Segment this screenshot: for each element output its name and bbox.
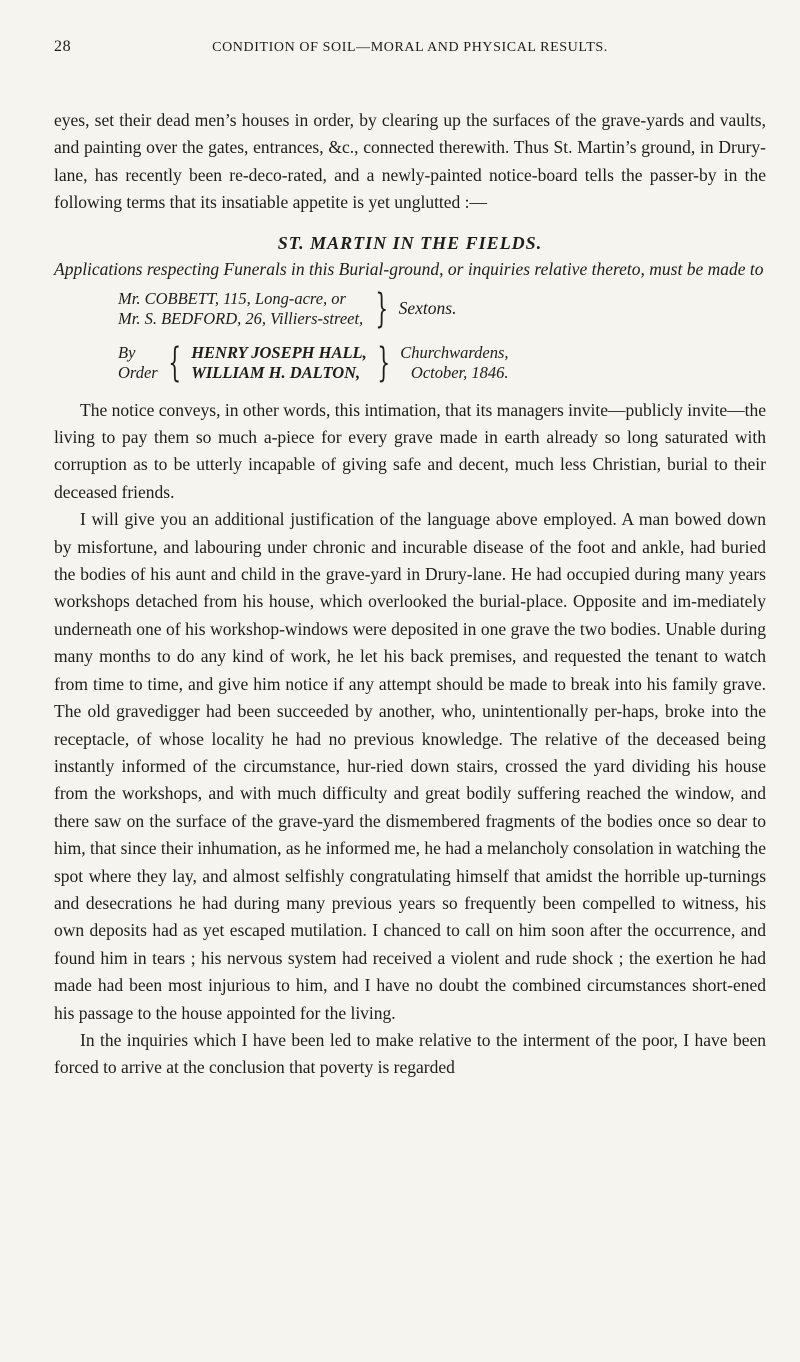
sextons-label: Sextons. <box>398 298 457 319</box>
sexton-line-1: Mr. COBBETT, 115, Long-acre, or <box>118 288 346 308</box>
churchwardens-label: Churchwardens, <box>400 342 509 362</box>
notice-subtitle: Applications respecting Funerals in this Burial-ground, or inquiries relative thereto, must be made to <box>54 258 764 279</box>
notice-date: October, 1846. <box>410 362 509 382</box>
order-label: Order <box>118 362 158 382</box>
paragraph-intro: eyes, set their dead men’s houses in order, by clearing up the surfaces of the grave-yards and vaults, and painting over the gates, entrances, &c., connected therewith. Thus St. Martin’s ground, in Drury-lane, has recently been re-deco-rated, and a newly-painted notice-board tells the passer-by in the following terms that its insatiable appetite is yet unglutted :— <box>54 110 766 213</box>
paragraph-poverty: In the inquiries which I have been led to make relative to the interment of the poor, I have been forced to arrive at the conclusion that poverty is regarded <box>54 1029 766 1078</box>
left-brace-glyph: { <box>168 339 181 386</box>
page-body <box>54 107 766 1082</box>
churchwarden-2: WILLIAM H. DALTON, <box>191 362 361 382</box>
order-block <box>118 339 766 386</box>
right-brace-glyph: } <box>375 285 389 332</box>
paragraph-grave-account: I will give you an additional justification of the language above employed. A man bowed down by misfortune, and labouring under chronic and incurable disease of the foot and ankle, had buried the bodies of his aunt and child in the grave-yard in Drury-lane. He had occupied during many years workshops detached from his house, which overlooked the burial-place. Opposite and im-mediately underneath one of his workshop-windows were deposited in one grave the two bodies. Unable during many months to do any kind of work, he let his back premises, and requested the tenant to watch from time to time, and give him notice if any attempt should be made to break into his family grave. The old gravedigger had been succeeded by another, who, unintentionally per-haps, broke into the receptacle, of whose locality he had no previous knowledge. The relative of the deceased being instantly informed of the circumstance, hur-ried down stairs, crossed the yard dividing his house from the workshops, and with much difficulty and great bodily suffering reached the window, and there saw on the surface of the grave-yard the dismembered fragments of the bodies once so dear to him, that since their inhumation, as he informed me, he had a melancholy consolation in watching the spot where they lay, and almost selfishly congratulating himself that amidst the horrible up-turnings and desecrations he had during many previous years so frequently been compelled to witness, his own deposits had as yet escaped mutilation. I chanced to call on him soon after the occurrence, and found him in tears ; his nervous system had received a violent and rude shock ; the exertion he had made had been most injurious to him, and I have no doubt the combined circumstances short-ened his passage to the house appointed for the living. <box>54 509 766 1023</box>
notice-board-text <box>54 230 766 386</box>
running-title: CONDITION OF SOIL—MORAL AND PHYSICAL RESULTS. <box>212 40 608 55</box>
paragraph-notice-comment: The notice conveys, in other words, this intimation, that its managers invite—publicly invite—the living to pay them so much a-piece for every grave made in earth already so long saturated with corruption as to be utterly incapable of giving safe and decent, much less Christian, burial to their deceased friends. <box>54 399 766 502</box>
sextons-block <box>118 285 766 332</box>
by-label: By <box>118 342 136 362</box>
churchwarden-1: HENRY JOSEPH HALL, <box>191 342 367 362</box>
page-number: 28 <box>54 38 72 55</box>
notice-title: ST. MARTIN IN THE FIELDS. <box>277 232 543 253</box>
page-header <box>54 38 766 62</box>
right-brace-glyph-2: } <box>377 339 390 386</box>
sexton-line-2: Mr. S. BEDFORD, 26, Villiers-street, <box>118 308 364 328</box>
